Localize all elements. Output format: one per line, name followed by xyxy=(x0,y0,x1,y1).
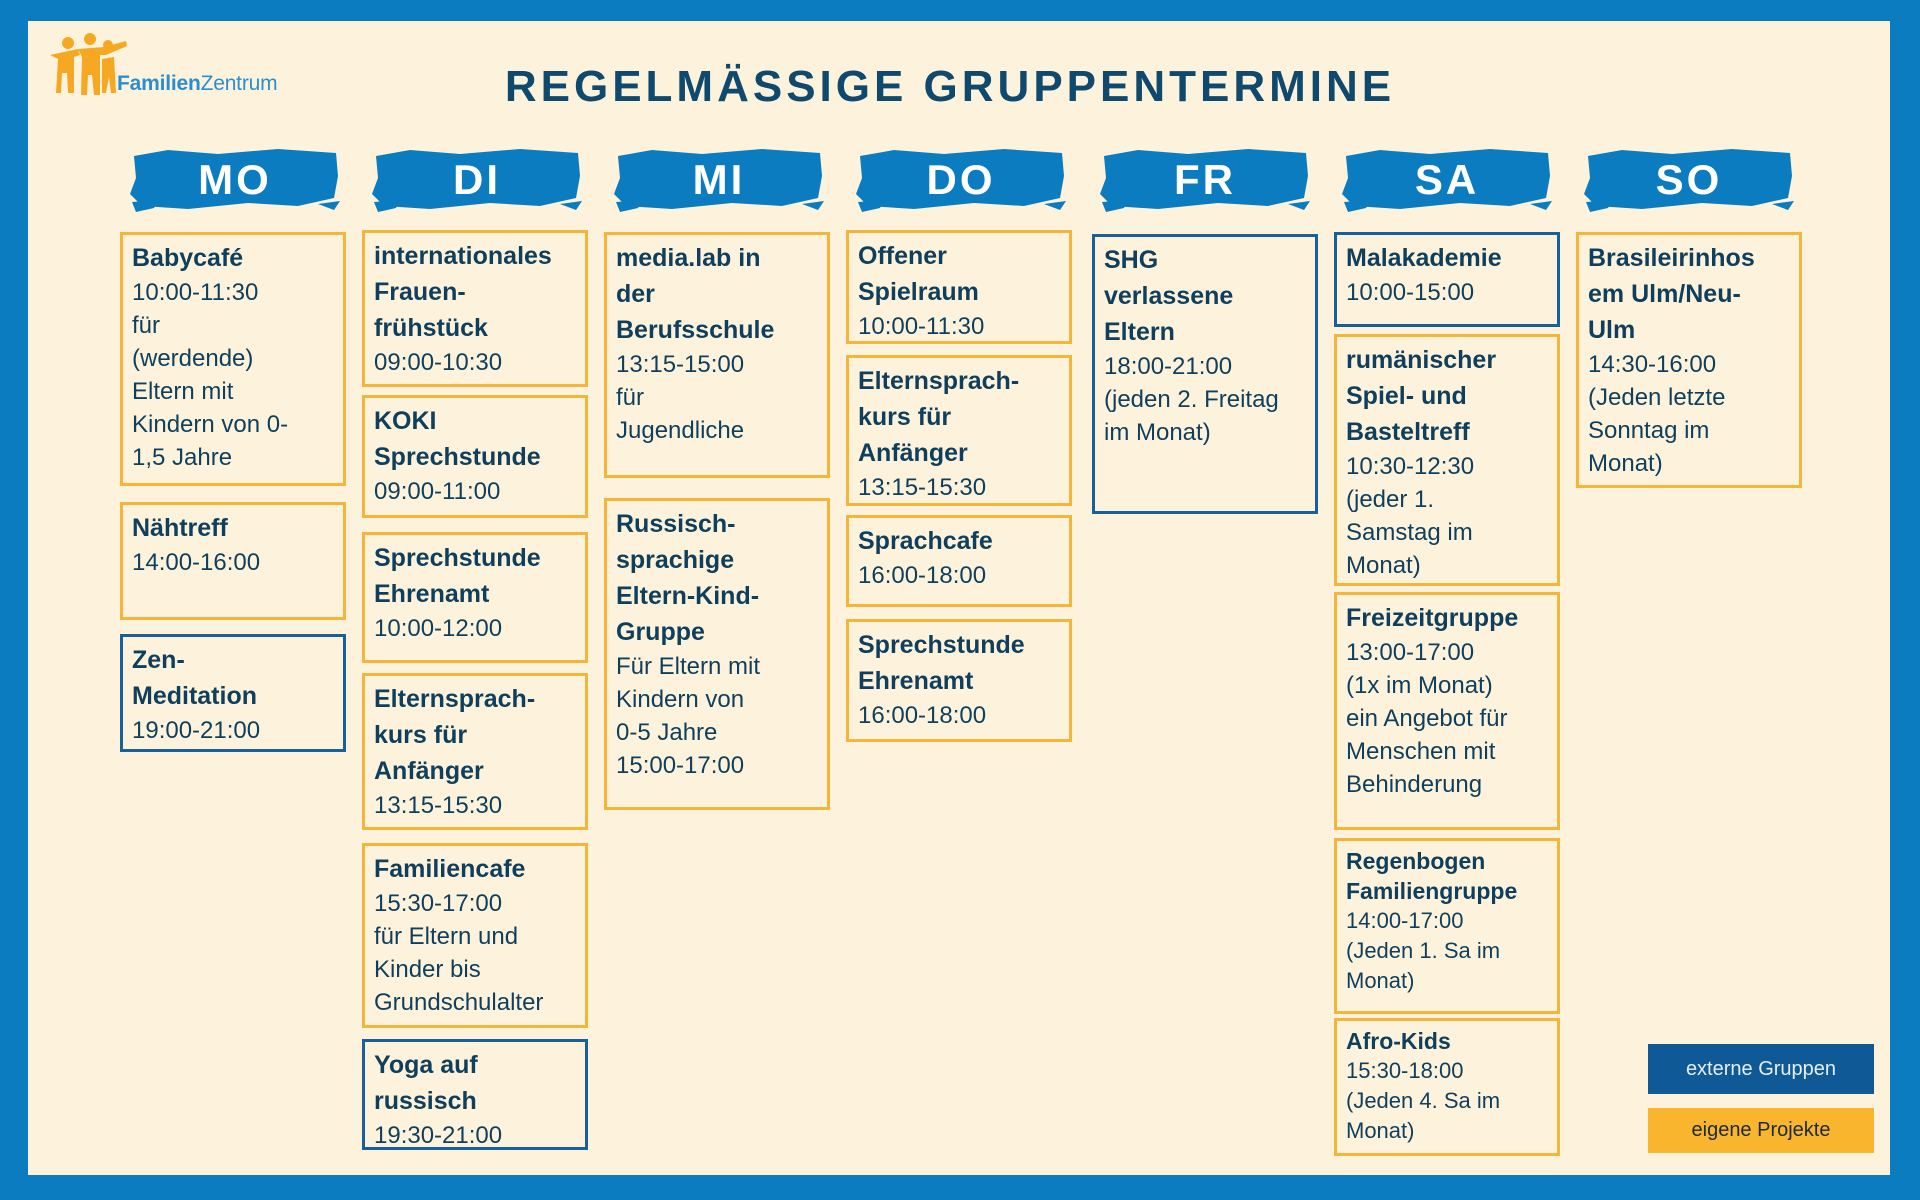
event-card xyxy=(120,232,346,486)
event-name: Familiencafe xyxy=(374,855,526,883)
event-name: Offener Spielraum xyxy=(858,242,979,306)
day-header-mo xyxy=(128,146,342,214)
event-name: internationales Frauen- frühstück xyxy=(374,242,552,342)
day-header-fr xyxy=(1098,146,1312,214)
event-card xyxy=(1334,838,1560,1014)
event-card xyxy=(846,619,1072,742)
event-card xyxy=(120,502,346,620)
day-label: DI xyxy=(453,156,501,203)
event-details: 10:00-12:00 xyxy=(374,615,503,642)
event-name: Babycafé xyxy=(132,244,244,272)
event-name: Sprechstunde Ehrenamt xyxy=(374,544,541,608)
event-details: 09:00-10:30 xyxy=(374,349,503,376)
event-card xyxy=(846,515,1072,607)
event-card xyxy=(120,634,346,752)
day-header-di xyxy=(370,146,584,214)
event-name: Nähtreff xyxy=(132,514,228,542)
page-title: REGELMÄSSIGE GRUPPENTERMINE xyxy=(504,62,1396,111)
event-name: Elternsprach- kurs für Anfänger xyxy=(858,367,1020,467)
event-details: 10:00-15:00 xyxy=(1346,279,1475,306)
event-details: 19:30-21:00 xyxy=(374,1122,503,1149)
event-card xyxy=(362,230,588,387)
event-details: 10:00-11:30 für (werdende) Eltern mit Kindern von 0- 1,5 Jahre xyxy=(132,279,289,471)
event-details: 13:15-15:30 xyxy=(858,474,987,501)
event-name: media.lab in der Berufsschule xyxy=(616,244,775,344)
event-details: 09:00-11:00 xyxy=(374,478,501,505)
day-label: SO xyxy=(1655,156,1723,203)
event-name: KOKI Sprechstunde xyxy=(374,407,541,471)
day-label: SA xyxy=(1414,156,1480,203)
event-card xyxy=(1334,232,1560,327)
event-card xyxy=(1334,1018,1560,1156)
event-details: 15:30-17:00 für Eltern und Kinder bis Grundschulalter xyxy=(374,890,544,1016)
event-details: 13:15-15:30 xyxy=(374,792,503,819)
event-details: Für Eltern mit Kindern von 0-5 Jahre 15:00-17:00 xyxy=(616,653,761,779)
event-name: Afro-Kids xyxy=(1346,1028,1451,1054)
event-name: Regenbogen Familiengruppe xyxy=(1346,848,1518,904)
event-details: 14:30-16:00 (Jeden letzte Sonntag im Monat) xyxy=(1588,351,1726,477)
event-details: 15:30-18:00 (Jeden 4. Sa im Monat) xyxy=(1346,1058,1501,1143)
event-name: Russisch- sprachige Eltern-Kind- Gruppe xyxy=(616,510,760,646)
event-name: Malakademie xyxy=(1346,244,1502,272)
event-name: rumänischer Spiel- und Basteltreff xyxy=(1346,346,1497,446)
day-label: MI xyxy=(692,156,746,203)
event-card xyxy=(362,1039,588,1150)
event-details: 10:30-12:30 (jeder 1. Samstag im Monat) xyxy=(1346,453,1475,579)
event-name: Freizeitgruppe xyxy=(1346,604,1519,632)
event-card xyxy=(604,232,830,478)
day-header-mi xyxy=(612,146,826,214)
event-card xyxy=(846,355,1072,506)
event-name: Sprechstunde Ehrenamt xyxy=(858,631,1025,695)
day-header-sa xyxy=(1340,146,1554,214)
event-card xyxy=(362,843,588,1028)
event-details: 18:00-21:00 (jeden 2. Freitag im Monat) xyxy=(1104,353,1279,446)
event-details: 13:00-17:00 (1x im Monat) ein Angebot für Menschen mit Behinderung xyxy=(1346,639,1508,798)
day-header-so xyxy=(1582,146,1796,214)
event-card xyxy=(362,532,588,663)
legend-own-projects: eigene Projekte xyxy=(1648,1108,1874,1153)
event-card xyxy=(1334,334,1560,586)
legend-external-groups: externe Gruppen xyxy=(1648,1044,1874,1094)
day-label: DO xyxy=(926,156,996,203)
event-name: Sprachcafe xyxy=(858,527,993,555)
event-details: 14:00-17:00 (Jeden 1. Sa im Monat) xyxy=(1346,908,1501,993)
event-card xyxy=(362,673,588,830)
event-card xyxy=(1092,234,1318,514)
event-details: 16:00-18:00 xyxy=(858,702,987,729)
event-details: 19:00-21:00 xyxy=(132,717,261,744)
event-card xyxy=(1334,592,1560,830)
day-header-do xyxy=(854,146,1068,214)
logo-text: FamilienZentrum xyxy=(117,72,278,95)
event-name: Brasileirinhos em Ulm/Neu- Ulm xyxy=(1588,244,1755,344)
event-card xyxy=(1576,232,1802,488)
event-name: Elternsprach- kurs für Anfänger xyxy=(374,685,536,785)
event-name: Zen- Meditation xyxy=(132,646,257,710)
event-card xyxy=(846,230,1072,344)
family-icon xyxy=(48,33,128,103)
event-details: 13:15-15:00 für Jugendliche xyxy=(616,351,745,444)
event-details: 14:00-16:00 xyxy=(132,549,261,576)
familienzentrum-logo xyxy=(48,33,298,105)
day-label: FR xyxy=(1174,156,1236,203)
event-card xyxy=(604,498,830,810)
event-details: 16:00-18:00 xyxy=(858,562,987,589)
event-name: Yoga auf russisch xyxy=(374,1051,478,1115)
event-card xyxy=(362,395,588,518)
event-name: SHG verlassene Eltern xyxy=(1104,246,1234,346)
day-label: MO xyxy=(198,156,272,203)
event-details: 10:00-11:30 xyxy=(858,313,985,340)
